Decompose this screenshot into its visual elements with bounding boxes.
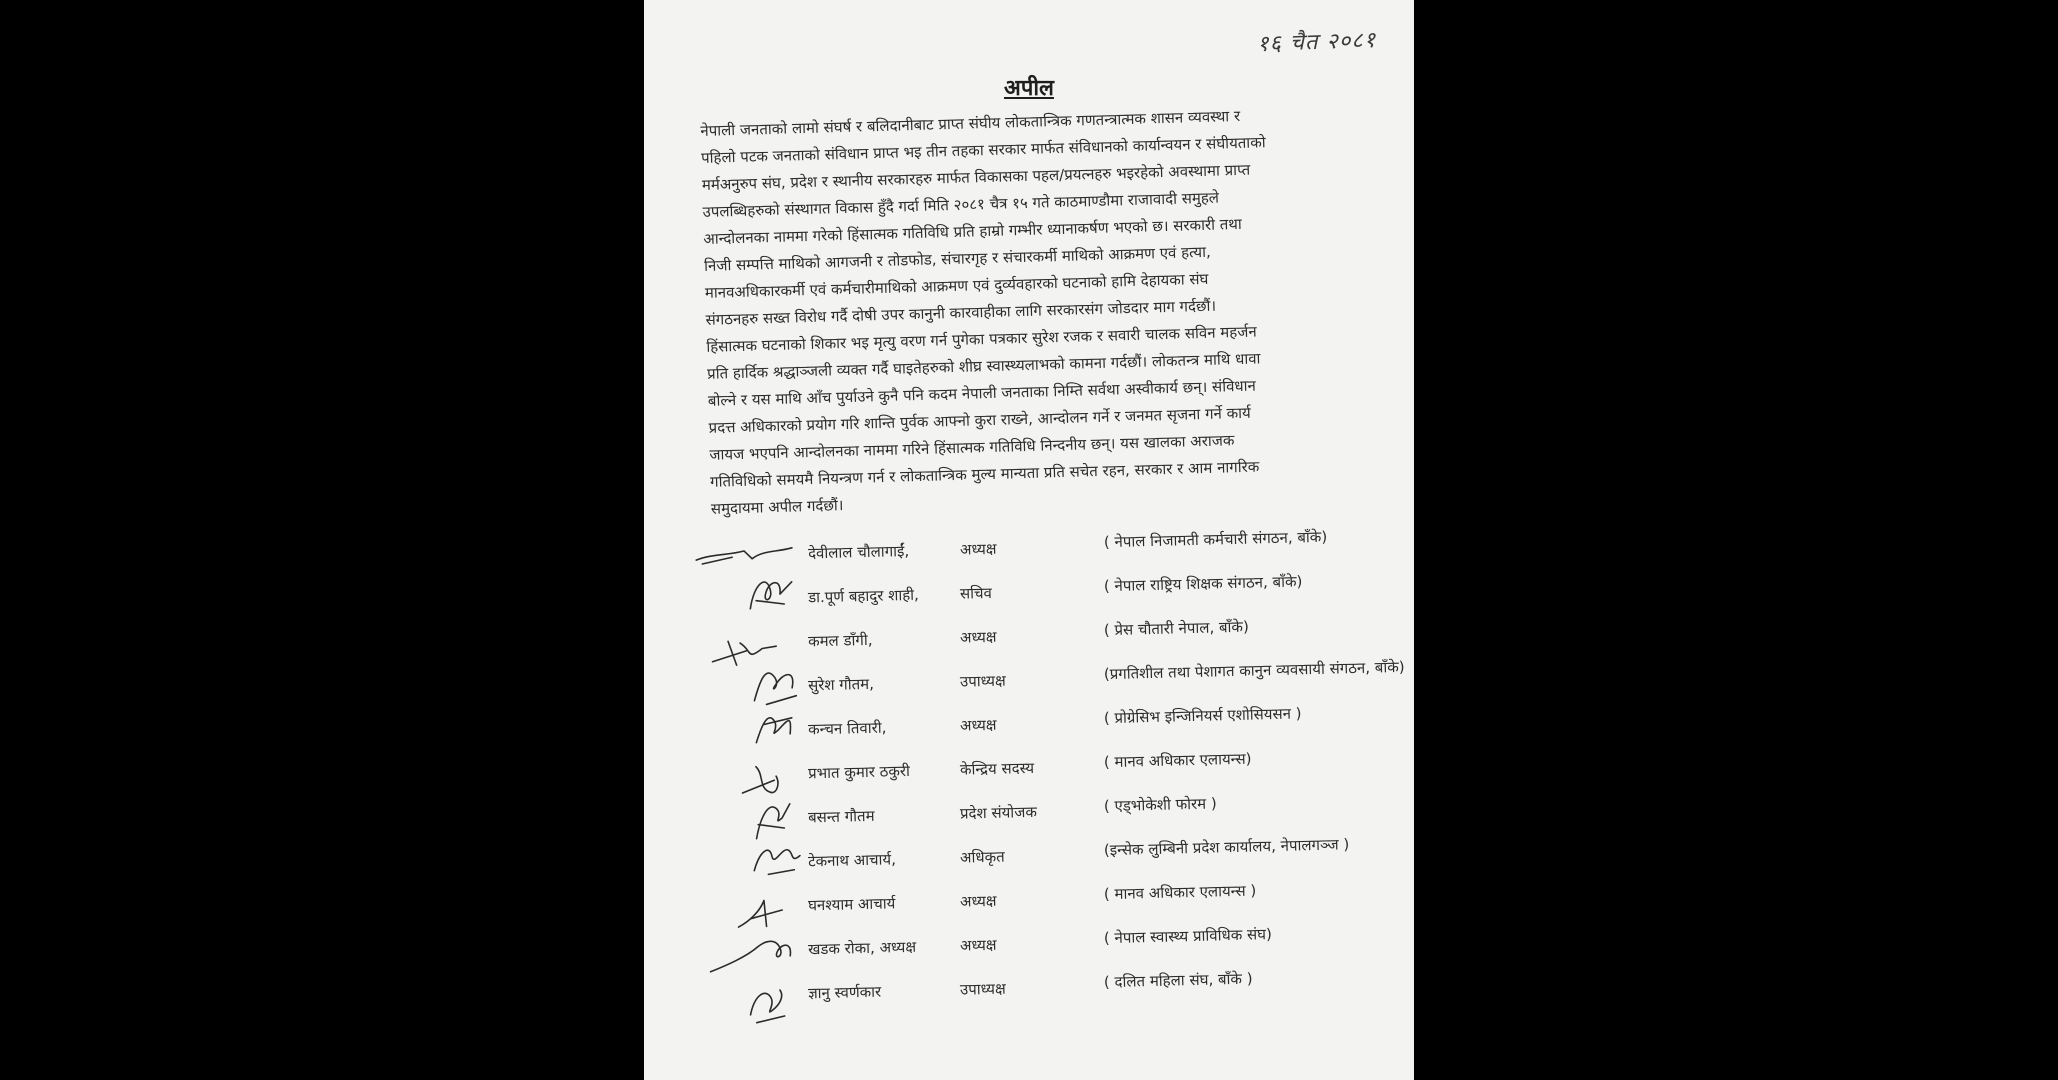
signatory-list: [644, 528, 1414, 1048]
signatory-name: बसन्त गौतम: [807, 806, 875, 827]
document-title: अपील: [1004, 76, 1054, 101]
body-line: निजी सम्पत्ति माथिको आगजनी र तोडफोड, संचारगृह र संचारकर्मी माथिको आक्रमण एवं हत्या,: [703, 242, 1211, 275]
body-line: संगठनहरु सख्त विरोध गर्दै दोषी उपर कानुनी कारवाहीका लागि सरकारसंग जोडदार माग गर्दछौं।: [705, 296, 1217, 329]
body-line: जायज भएपनि आन्दोलनका नाममा गरिने हिंसात्मक गतिविधि निन्दनीय छन्। यस खालका अराजक: [709, 431, 1235, 464]
signatory-organization: ( नेपाल निजामती कर्मचारी संगठन, बाँके): [1103, 527, 1328, 552]
signatory-organization: ( प्रोग्रेसिभ इन्जिनियर्स एशोसियसन ): [1103, 704, 1302, 728]
signatory-name: घनश्याम आचार्य: [807, 894, 896, 915]
body-line: गतिविधिको समयमै नियन्त्रण गर्न र लोकतान्त्रिक मुल्य मान्यता प्रति सचेत रहन, सरकार र आम नागरिक: [709, 457, 1260, 491]
signatory-position: अध्यक्ष: [959, 627, 997, 647]
body-line: बोल्ने र यस माथि आँच पुर्याउने कुनै पनि कदम नेपाली जनताका निम्ति सर्वथा अस्वीकार्य छन्। संविधान: [707, 376, 1257, 410]
signatory-organization: ( नेपाल स्वास्थ्य प्राविधिक संघ): [1103, 925, 1273, 948]
body-line: आन्दोलनका नाममा गरेको हिंसात्मक गतिविधि प्रति हाम्रो गम्भीर ध्यानाकर्षण भएको छ। सरकारी तथा: [703, 214, 1242, 248]
body-line: पहिलो पटक जनताको संविधान प्राप्त भइ तीन तहका सरकार मार्फत संविधानको कार्यान्वयन र संघीयताको: [700, 133, 1266, 167]
signatory-organization: ( मानव अधिकार एलायन्स): [1103, 749, 1252, 772]
signatory-organization: ( दलित महिला संघ, बाँके ): [1103, 969, 1253, 992]
signatory-position: उपाध्यक्ष: [959, 979, 1006, 999]
signatory-name: खडक रोका, अध्यक्ष: [807, 937, 917, 959]
signatory-organization: ( मानव अधिकार एलायन्स ): [1103, 881, 1257, 904]
body-line: प्रदत्त अधिकारको प्रयोग गरि शान्ति पुर्वक आफ्नो कुरा राख्ने, आन्दोलन गर्ने र जनमत सृजना गर्ने कार्य: [708, 403, 1251, 437]
signatory-name: डा.पूर्ण बहादुर शाही,: [807, 585, 920, 607]
signatory-position: उपाध्यक्ष: [959, 671, 1006, 691]
signatory-name: देवीलाल चौलागाईं,: [807, 541, 910, 563]
signatory-position: सचिव: [959, 583, 993, 603]
signatory-position: अध्यक्ष: [959, 935, 997, 955]
signatory-name: सुरेश गौतम,: [807, 674, 875, 695]
signatory-name: टेकनाथ आचार्य,: [807, 850, 897, 871]
body-line: समुदायमा अपील गर्दछौं।: [710, 496, 844, 518]
signatory-position: अध्यक्ष: [959, 891, 997, 911]
body-line: मानवअधिकारकर्मी एवं कर्मचारीमाथिको आक्रमण एवं दुर्व्यवहारको घटनाको हामि देहायका संघ: [704, 269, 1209, 302]
signatory-position: अध्यक्ष: [959, 715, 997, 735]
signatory-name: ज्ञानु स्वर्णकार: [807, 982, 882, 1003]
handwritten-date: १६ चैत २०८१: [1256, 27, 1377, 58]
body-line: उपलब्धिहरुको संस्थागत विकास हुँदै गर्दा मिति २०८१ चैत्र १५ गते काठमाण्डौमा राजावादी समुहले: [702, 188, 1220, 221]
signatory-organization: ( नेपाल राष्ट्रिय शिक्षक संगठन, बाँके): [1103, 572, 1303, 596]
scanned-document-page: [644, 0, 1414, 1080]
body-line: प्रति हार्दिक श्रद्धाञ्जली व्यक्त गर्दै घाइतेहरुको शीघ्र स्वास्थ्यलाभको कामना गर्दछौं। लोकतन्त्र माथि धावा: [706, 349, 1261, 383]
signatory-position: केन्द्रिय सदस्य: [959, 758, 1035, 779]
signatory-position: प्रदेश संयोजक: [959, 802, 1038, 823]
signatory-position: अधिकृत: [959, 847, 1005, 867]
body-line: मर्मअनुरुप संघ, प्रदेश र स्थानीय सरकारहरु मार्फत विकासका पहल/प्रयत्नहरु भइरहेको अवस्थामा प्राप्त: [701, 160, 1251, 194]
signatory-position: अध्यक्ष: [959, 539, 997, 559]
signatory-organization: ( एड्भोकेशी फोरम ): [1103, 794, 1217, 816]
signatory-name: प्रभात कुमार ठकुरी: [807, 761, 911, 783]
signatory-organization: (प्रगतिशील तथा पेशागत कानुन व्यवसायी संगठन, बाँके): [1103, 657, 1405, 684]
body-line: हिंसात्मक घटनाको शिकार भइ मृत्यु वरण गर्न पुगेका पत्रकार सुरेश रजक र सवारी चालक सविन महर्जन: [706, 322, 1257, 356]
signatory-organization: ( प्रेस चौतारी नेपाल, बाँके): [1103, 617, 1250, 640]
signatory-organization: (इन्सेक लुम्बिनी प्रदेश कार्यालय, नेपालगञ्ज ): [1103, 835, 1350, 860]
body-line: नेपाली जनताको लामो संघर्ष र बलिदानीबाट प्राप्त संघीय लोकतान्त्रिक गणतन्त्रात्मक शासन व्यवस्था र: [700, 106, 1241, 140]
signatory-name: कमल डाँगी,: [807, 630, 873, 651]
appeal-body: [700, 99, 1379, 522]
signatory-name: कन्चन तिवारी,: [807, 718, 887, 739]
